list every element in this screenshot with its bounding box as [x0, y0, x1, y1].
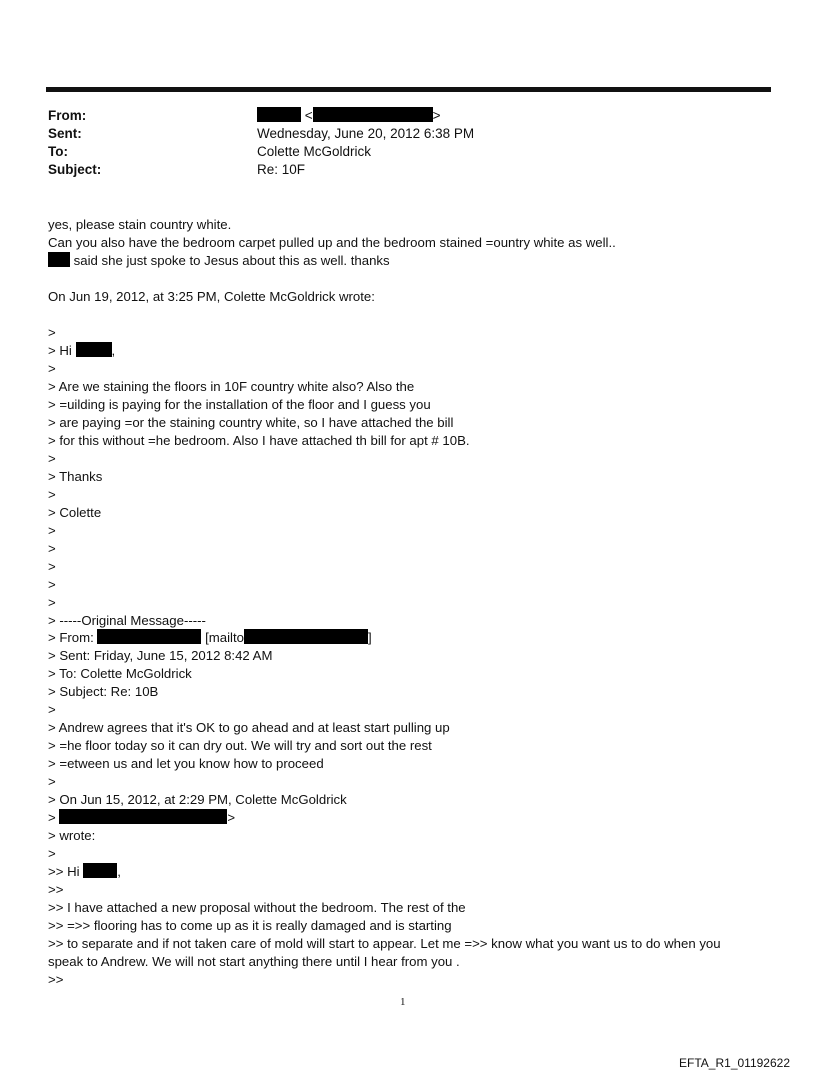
quote-line: > Thanks	[48, 469, 103, 484]
document-id: EFTA_R1_01192622	[679, 1056, 790, 1070]
quote-line: > Sent: Friday, June 15, 2012 8:42 AM	[48, 648, 273, 663]
quote-hi: >> Hi	[48, 864, 80, 879]
quote-line: > for this without =he bedroom. Also I have attached th bill for apt # 10B.	[48, 433, 470, 448]
quote-line: > -----Original Message-----	[48, 613, 206, 628]
quote-line: > =uilding is paying for the installation of the floor and I guess you	[48, 397, 431, 412]
quote-line: > Andrew agrees that it's OK to go ahead and at least start pulling up	[48, 720, 450, 735]
quote-line: >>	[48, 972, 64, 987]
quote-line: >	[48, 487, 56, 502]
quote-comma: ,	[111, 343, 116, 358]
from-label: From:	[48, 108, 87, 123]
body-line: Can you also have the bedroom carpet pulled up and the bedroom stained =ountry white as well..	[48, 235, 616, 250]
quote-line: > =he floor today so it can dry out. We will try and sort out the rest	[48, 738, 432, 753]
redaction-block	[76, 342, 112, 357]
quote-line: > Are we staining the floors in 10F country white also? Also the	[48, 379, 415, 394]
sent-label: Sent:	[48, 126, 82, 141]
quote-from: > From:	[48, 630, 94, 645]
quote-line: >	[48, 451, 56, 466]
quote-line: >	[48, 702, 56, 717]
quote-line: > Subject: Re: 10B	[48, 684, 159, 699]
quote-line: >	[48, 541, 56, 556]
quote-line: >> I have attached a new proposal without the bedroom. The rest of the	[48, 900, 466, 915]
quote-line	[48, 342, 115, 360]
quote-line: >	[48, 325, 56, 340]
quote-line: >>	[48, 882, 64, 897]
subject-label: Subject:	[48, 162, 102, 177]
redaction-block	[97, 629, 201, 644]
quote-comma: ,	[117, 864, 121, 879]
to-label: To:	[48, 144, 68, 159]
quote-line	[48, 863, 121, 881]
quote-line: >	[48, 846, 56, 861]
quote-line	[48, 629, 372, 647]
quote-line: >	[48, 361, 56, 376]
redaction-block	[48, 252, 70, 267]
redaction-block	[83, 863, 117, 878]
redaction-block	[59, 809, 227, 824]
quote-mailto: [mailto	[205, 630, 244, 645]
body-line: yes, please stain country white.	[48, 217, 232, 232]
header-rule	[46, 87, 771, 92]
quote-line: > Colette	[48, 505, 102, 520]
quote-line	[48, 809, 235, 827]
quote-line: >> to separate and if not taken care of mold will start to appear. Let me =>> know what you want us to do when you	[48, 936, 721, 951]
quote-line: speak to Andrew. We will not start anything there until I hear from you .	[48, 954, 460, 969]
redaction-block	[244, 629, 368, 644]
quote-line: >	[48, 577, 56, 592]
quote-line: >	[48, 595, 56, 610]
redaction-block	[257, 107, 301, 122]
quote-line: >	[48, 774, 56, 789]
from-lt: <	[304, 108, 313, 123]
quote-hi: > Hi	[48, 343, 72, 358]
from-value	[257, 107, 441, 125]
redaction-block	[313, 107, 433, 122]
quote-line: > To: Colette McGoldrick	[48, 666, 192, 681]
body-line: On Jun 19, 2012, at 3:25 PM, Colette McGoldrick wrote:	[48, 289, 375, 304]
quote-gt: >	[227, 810, 236, 825]
from-gt: >	[432, 108, 441, 123]
body-line	[48, 252, 390, 270]
sent-value: Wednesday, June 20, 2012 6:38 PM	[257, 126, 475, 141]
quote-line: > On Jun 15, 2012, at 2:29 PM, Colette McGoldrick	[48, 792, 347, 807]
quote-line: >	[48, 523, 56, 538]
quote-lt: >	[48, 810, 56, 825]
quote-line: > are paying =or the staining country white, so I have attached the bill	[48, 415, 454, 430]
quote-line: >	[48, 559, 56, 574]
quote-line: > wrote:	[48, 828, 96, 843]
quote-bracket: ]	[367, 630, 372, 645]
subject-value: Re: 10F	[257, 162, 306, 177]
quote-line: > =etween us and let you know how to proceed	[48, 756, 324, 771]
to-value: Colette McGoldrick	[257, 144, 372, 159]
page-number: 1	[400, 996, 406, 1008]
quote-line: >> =>> flooring has to come up as it is really damaged and is starting	[48, 918, 452, 933]
body-text: said she just spoke to Jesus about this as well. thanks	[73, 253, 390, 268]
